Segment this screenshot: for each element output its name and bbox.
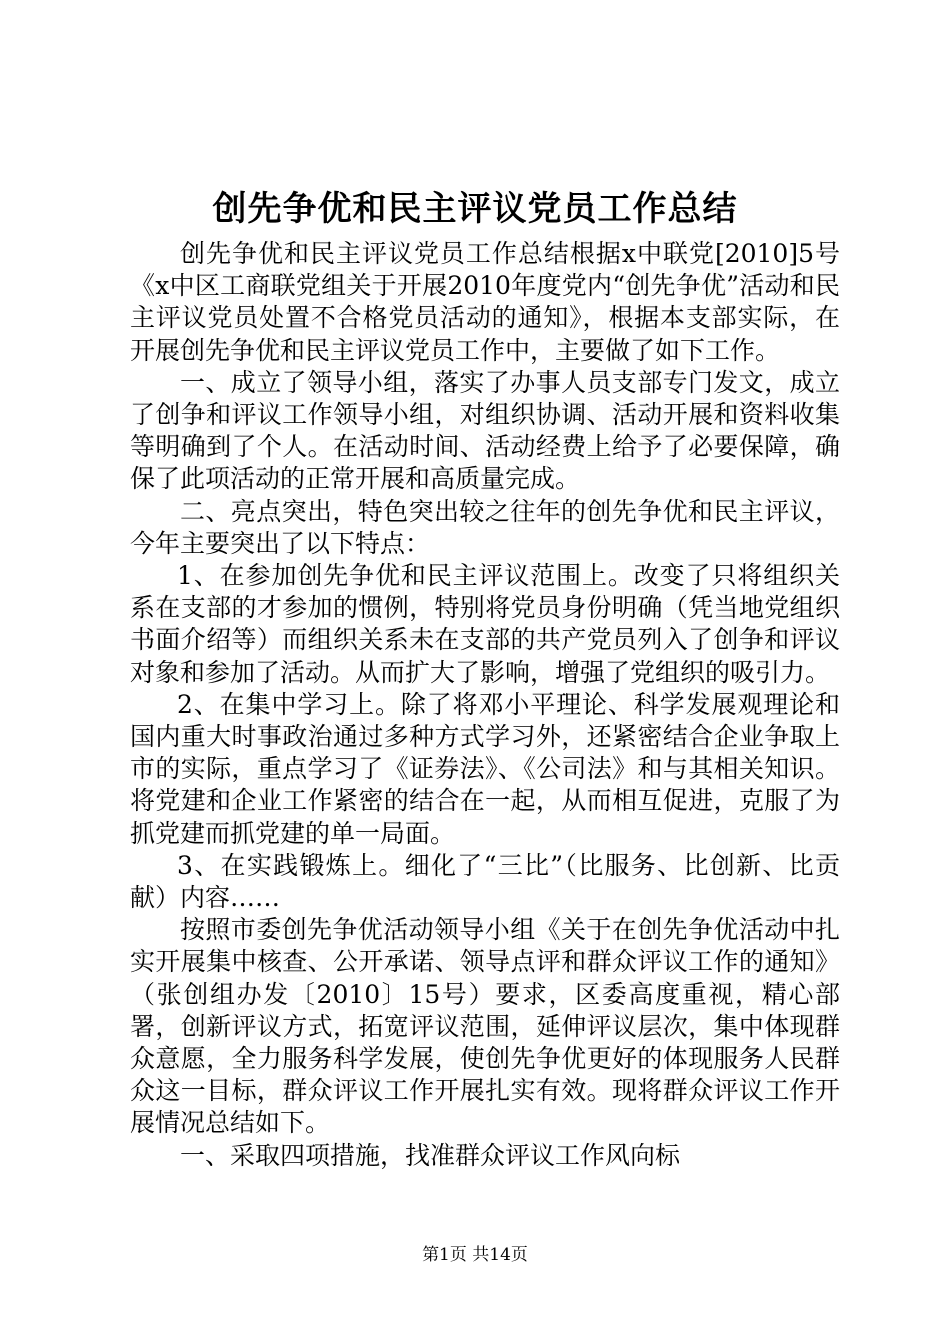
paragraph-section-2: 二、亮点突出，特色突出较之往年的创先争优和民主评议，今年主要突出了以下特点： <box>130 496 840 558</box>
paragraph-section-1: 一、成立了领导小组，落实了办事人员支部专门发文，成立了创争和评议工作领导小组，对组织协调、活动开展和资料收集等明确到了个人。在活动时间、活动经费上给予了必要保障，确保了此项活动的正常开展和高质量完成。 <box>130 367 840 494</box>
page-number-footer: 第1页 共14页 <box>422 1245 528 1265</box>
document-title: 创先争优和民主评议党员工作总结 <box>212 189 738 229</box>
paragraph-item-1: 1、在参加创先争优和民主评议范围上。改变了只将组织关系在支部的才参加的惯例，特别将党员身份明确（凭当地党组织书面介绍等）而组织关系未在支部的共产党员列入了创争和评议对象和参加了活动。从而扩大了影响，增强了党组织的吸引力。 <box>130 561 840 687</box>
document-body <box>130 238 840 1172</box>
paragraph-notice: 按照市委创先争优活动领导小组《关于在创先争优活动中扎实开展集中核查、公开承诺、领导点评和群众评议工作的通知》（张创组办发〔2010〕15号）要求，区委高度重视，精心部署，创新评议方式，拓宽评议范围，延伸评议层次，集中体现群众意愿，全力服务科学发展，使创先争优更好的体现服务人民群众这一目标，群众评议工作开展扎实有效。现将群众评议工作开展情况总结如下。 <box>130 915 840 1138</box>
paragraph-item-2: 2、在集中学习上。除了将邓小平理论、科学发展观理论和国内重大时事政治通过多种方式学习外，还紧密结合企业争取上市的实际，重点学习了《证券法》、《公司法》和与其相关知识。将党建和企业工作紧密的结合在一起，从而相互促进，克服了为抓党建而抓党建的单一局面。 <box>130 689 840 848</box>
paragraph-intro: 创先争优和民主评议党员工作总结根据x中联党[2010]5号《x中区工商联党组关于开展2010年度党内“创先争优”活动和民主评议党员处置不合格党员活动的通知》，根据本支部实际，在开展创先争优和民主评议党员工作中，主要做了如下工作。 <box>130 239 840 365</box>
paragraph-heading-measures: 一、采取四项措施，找准群众评议工作风向标 <box>180 1140 681 1170</box>
paragraph-item-3: 3、在实践锻炼上。细化了“三比”（比服务、比创新、比贡献）内容…… <box>130 850 840 913</box>
